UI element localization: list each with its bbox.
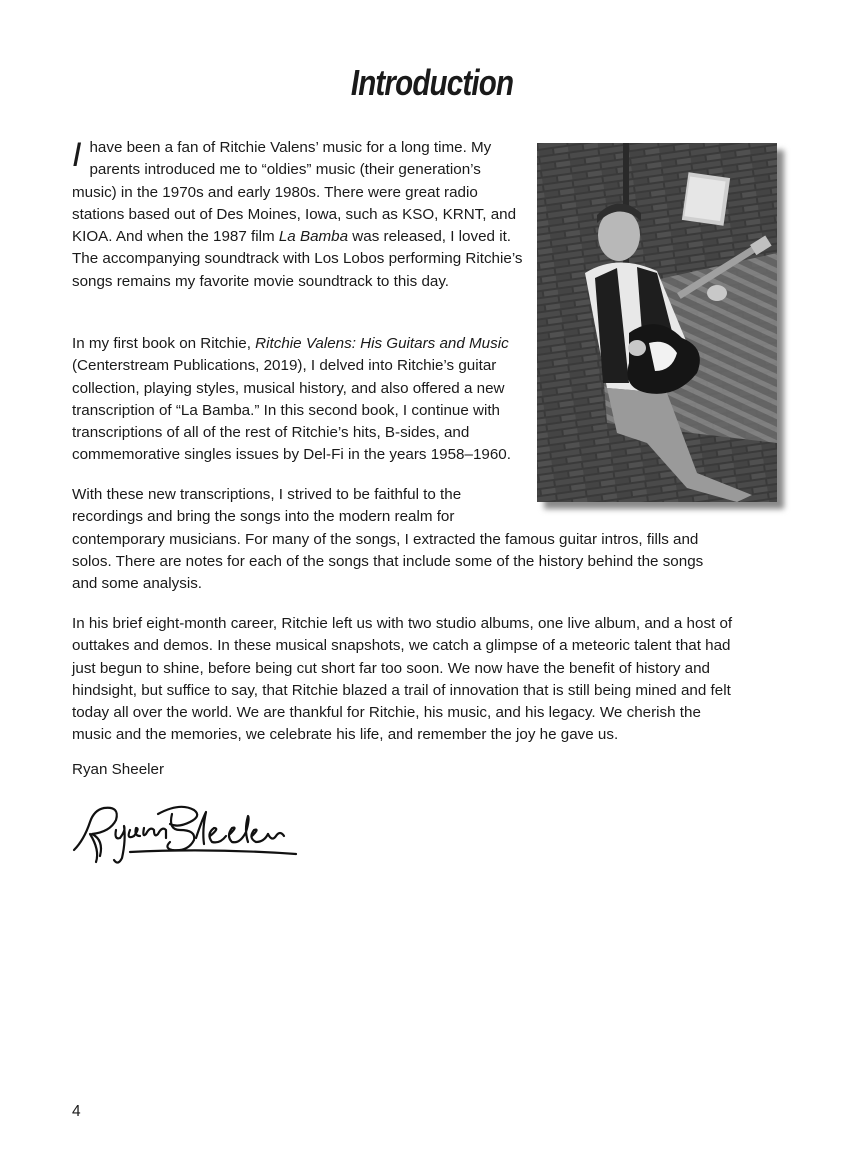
paragraph-1-end: was released, I loved it. The accompanying soundtrack with Los Lobos performing Ritchie’s songs remains my favorite movie soundtrack to this day. xyxy=(72,228,523,290)
film-title: La Bamba xyxy=(278,228,349,246)
intro-paragraph-1 xyxy=(72,137,524,293)
page-title: Introduction xyxy=(350,62,514,103)
paragraph-2-start: In my first book on Ritchie, xyxy=(72,335,256,352)
paragraph-3-rest: contemporary musicians. For many of the songs, I extracted the famous guitar intros, fills and solos. There are notes for each of the songs that include some of the history behind the songs and some analysis. xyxy=(72,530,704,593)
intro-paragraph-2 xyxy=(72,333,524,467)
handwritten-signature xyxy=(70,800,302,870)
page-number: 4 xyxy=(72,1103,81,1120)
paragraph-1-text: have been a fan of Ritchie Valens’ music for a long time. My parents introduced me to “oldies” music (their generation’s music) in the 1970s and early 1980s. There were great radio stations based out of Des Moines, Iowa, such as KSO, KRNT, and KIOA. And when the 1987 film xyxy=(72,139,517,246)
author-name: Ryan Sheeler xyxy=(72,761,165,778)
paragraph-3-line-2: recordings and bring the songs into the modern realm for xyxy=(72,508,455,526)
intro-paragraph-3 xyxy=(72,484,732,595)
intro-paragraph-4: In his brief eight-month career, Ritchie left us with two studio albums, one live album, and a host of outtakes and demos. In these musical snapshots, we catch a glimpse of a meteoric talent that had just begun to shine, before being cut short far too soon. We now have the benefit of history and hindsight, but suffice to say, that Ritchie blazed a trail of innovation that is still being mined and felt today all over the world. We are thankful for Ritchie, his music, and his legacy. We cherish the music and the memories, we celebrate his life, and remember the joy he gave us. xyxy=(72,615,733,744)
paragraph-2-end: (Centerstream Publications, 2019), I delved into Ritchie’s guitar collection, playing styles, musical history, and also offered a new transcription of “La Bamba.” In this second book, I continue with transcriptions of all of the rest of Ritchie’s hits, B-sides, and commemorative singles issues by Del-Fi in the years 1958–1960. xyxy=(72,357,511,464)
book-title: Ritchie Valens: His Guitars and Music xyxy=(255,335,509,352)
drop-cap: I xyxy=(72,136,82,174)
author-photo xyxy=(537,143,777,502)
paragraph-3-line-1: With these new transcriptions, I strived to be faithful to the xyxy=(72,486,462,503)
